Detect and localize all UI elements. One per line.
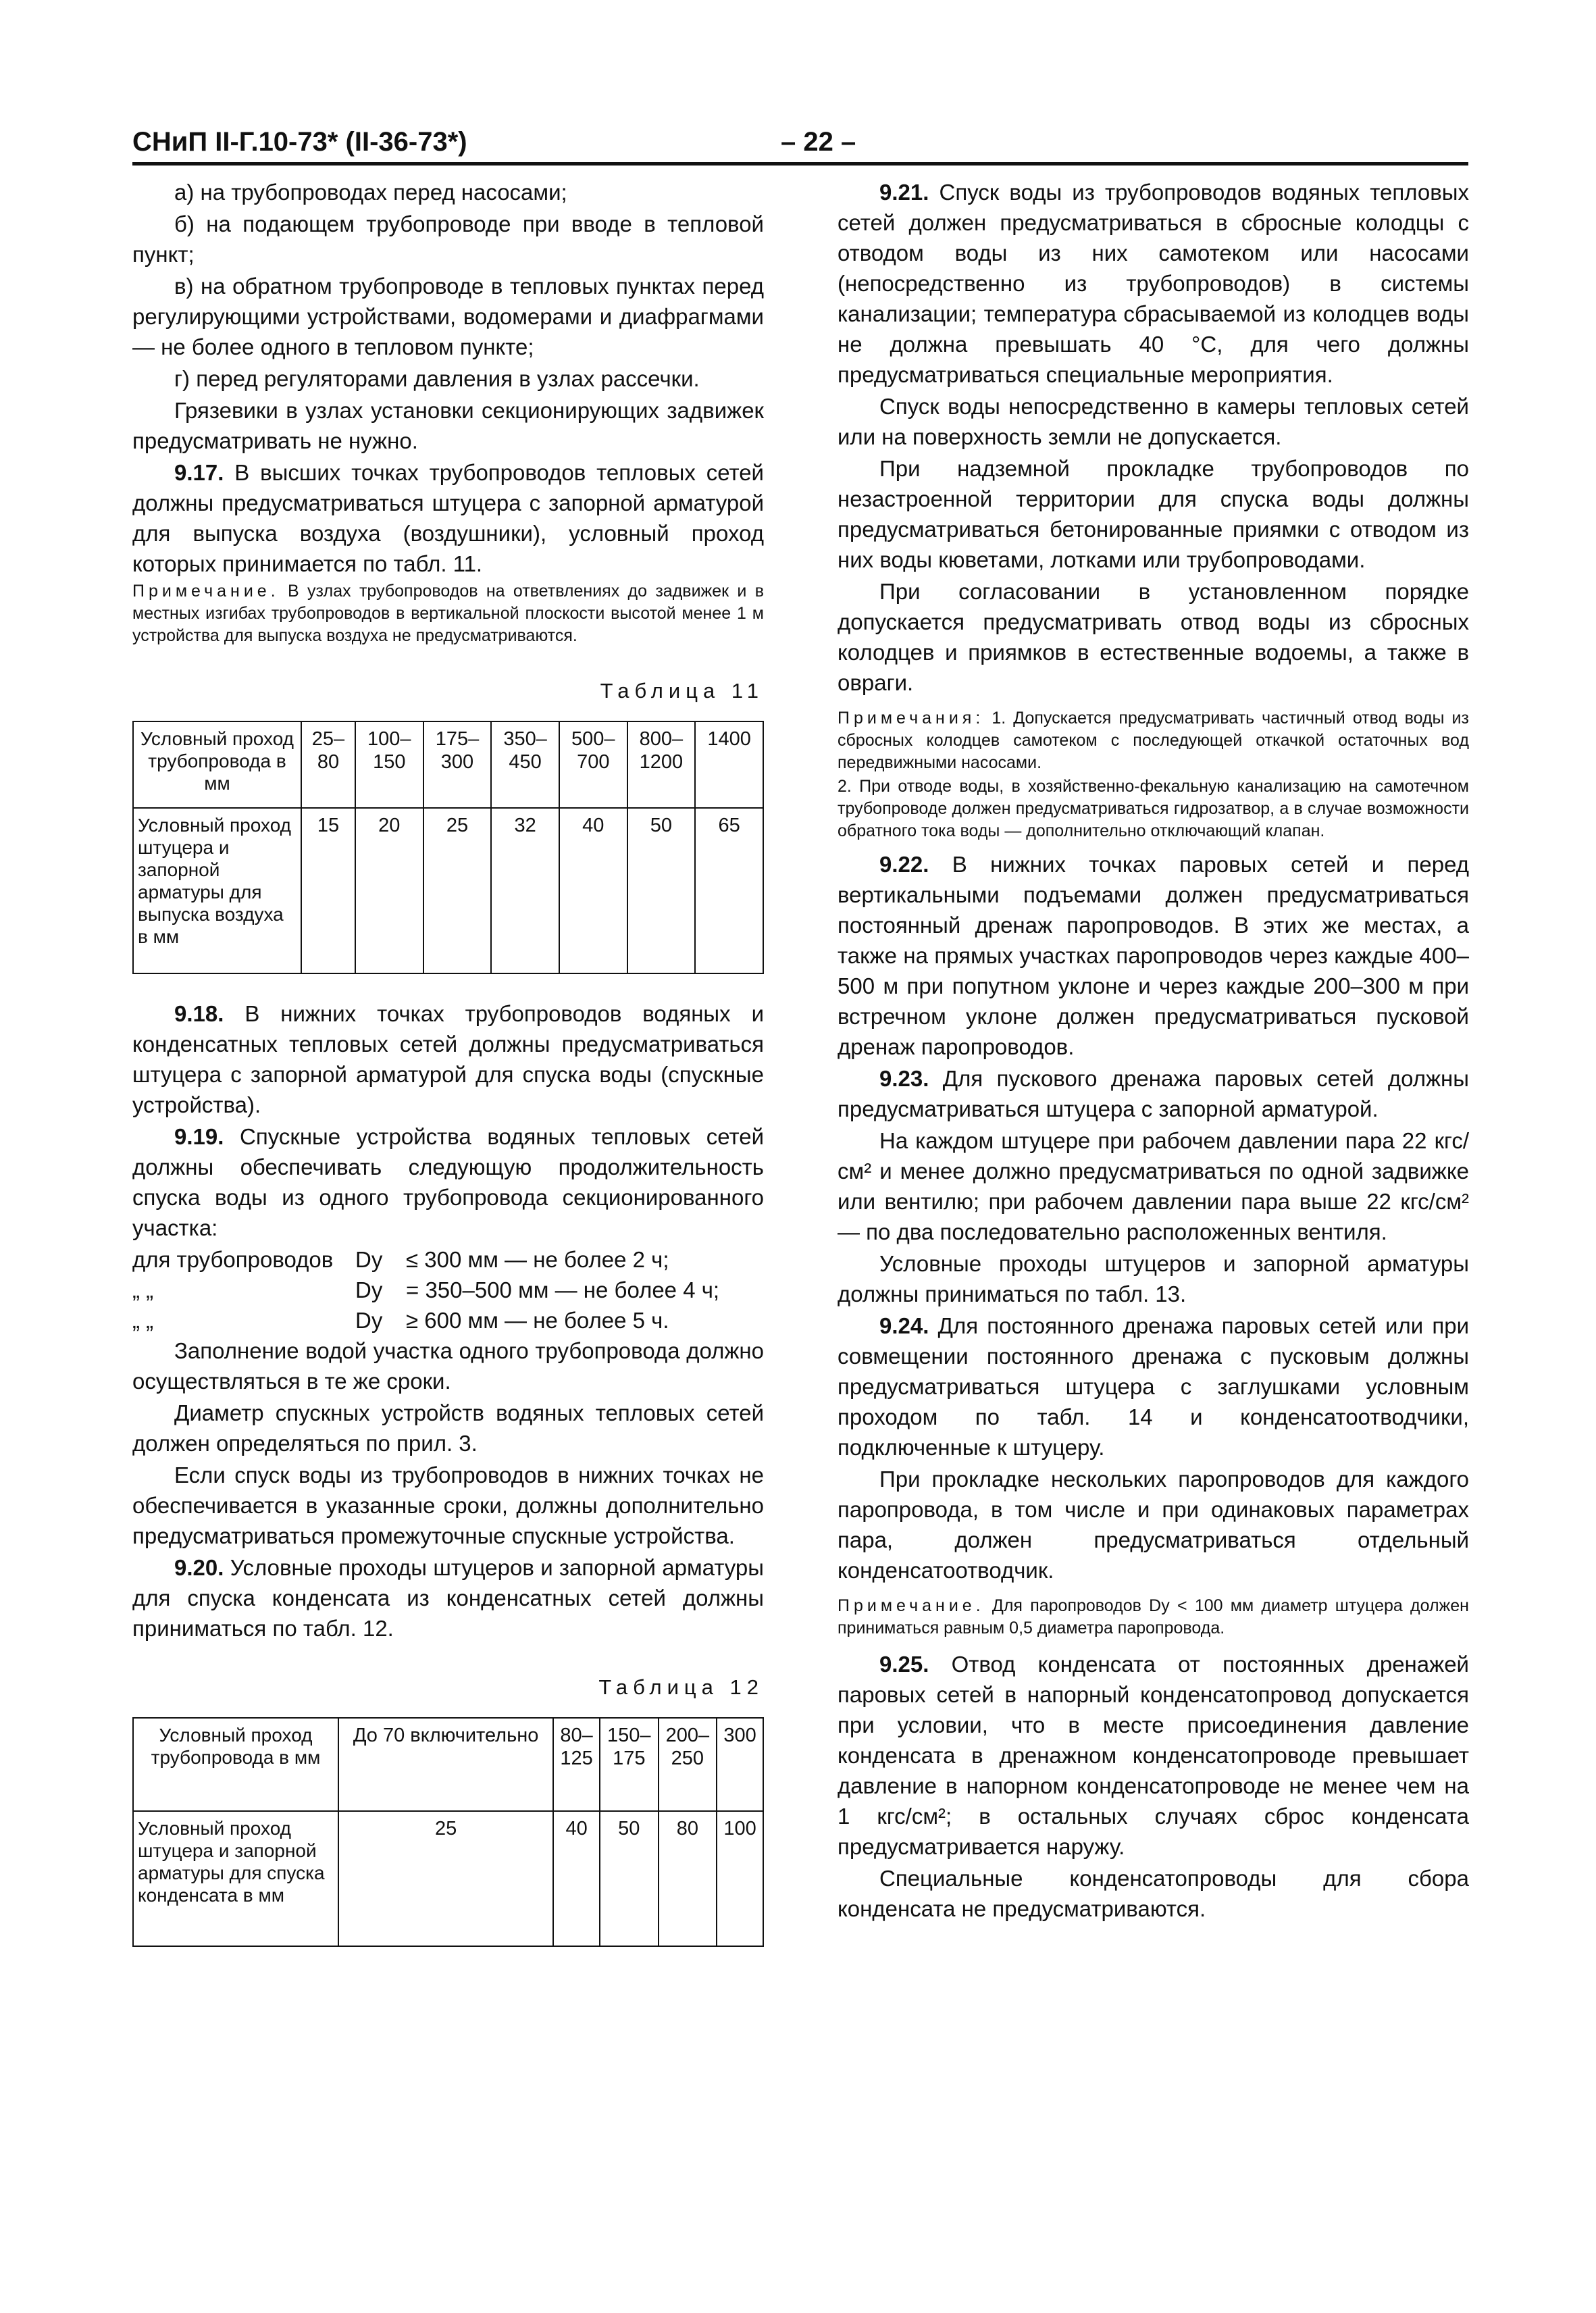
table-11 xyxy=(132,721,764,974)
table-cell: 1400 xyxy=(695,721,763,808)
table-cell: 350– 450 xyxy=(491,721,559,808)
section-number: 9.24. xyxy=(879,1313,929,1338)
right-column xyxy=(838,177,1469,1925)
section-text: В нижних точках паровых сетей и перед вертикальными подъемами должен предусматриваться постоянный дренаж паропроводов. В этих же местах, а также на прямых участках паропроводов через каждые 400–500 м при попутном уклоне и через каждые 200–300 м при встречном уклоне должен предусматриваться пусковой дренаж паропроводов. xyxy=(838,852,1469,1059)
section-9-17 xyxy=(132,457,764,579)
table-cell: 80 xyxy=(659,1811,717,1946)
table-cell: 800– 1200 xyxy=(627,721,696,808)
page-number: – 22 – xyxy=(781,127,856,157)
table-cell: 40 xyxy=(559,808,627,973)
paragraph: Специальные конденсатопроводы для сбора конденсата не предусматриваются. xyxy=(838,1866,1469,1921)
section-number: 9.25. xyxy=(879,1652,929,1677)
section-number: 9.20. xyxy=(174,1555,224,1580)
document-code: СНиП II-Г.10-73* (II-36-73*) xyxy=(132,127,467,157)
paragraph: Заполнение водой участка одного трубопровода должно осуществляться в те же сроки. xyxy=(132,1338,764,1394)
paragraph: При надземной прокладке трубопроводов по незастроенной территории для спуска воды должны предусматриваться бетонированные приямки с отводом из них воды кюветами, лотками или трубопроводами. xyxy=(838,456,1469,572)
section-9-22 xyxy=(838,849,1469,1062)
section-text: Условные проходы штуцеров и запорной арматуры для спуска конденсата из конденсатных сетей должны приниматься по табл. 12. xyxy=(132,1555,765,1641)
duration-label: для трубопроводов xyxy=(132,1247,334,1272)
table-cell: 15 xyxy=(301,808,355,973)
section-9-19 xyxy=(132,1121,764,1243)
section-9-20 xyxy=(132,1552,764,1644)
table-cell: 500– 700 xyxy=(559,721,627,808)
section-text: Для пускового дренажа паровых сетей должны предусматриваться штуцера с запорной арматурой. xyxy=(838,1066,1470,1121)
section-text: В нижних точках трубопроводов водяных и конденсатных тепловых сетей должны предусматриваться штуцера с запорной арматурой для спуска воды (спускные устройства). xyxy=(132,1001,764,1117)
table-cell: 40 xyxy=(553,1811,600,1946)
section-9-23 xyxy=(838,1063,1469,1124)
note-lead: Примечание. xyxy=(838,1596,985,1615)
section-number: 9.23. xyxy=(879,1066,929,1091)
table-cell: 300 xyxy=(717,1718,763,1811)
paragraph: Спуск воды непосредственно в камеры тепловых сетей или на поверхность земли не допускается. xyxy=(838,394,1469,449)
table-row xyxy=(133,808,763,973)
paragraph: Если спуск воды из трубопроводов в нижних точках не обеспечивается в указанные сроки, должны дополнительно предусматриваться промежуточные спускные устройства. xyxy=(132,1463,764,1548)
table-caption: Таблица 11 xyxy=(600,679,764,703)
table-cell: 25– 80 xyxy=(301,721,355,808)
table-caption: Таблица 12 xyxy=(598,1675,764,1699)
note xyxy=(838,1595,1469,1640)
table-cell: 25 xyxy=(423,808,492,973)
table-12 xyxy=(132,1717,764,1947)
duration-symbol: Dу xyxy=(355,1308,383,1333)
page-header xyxy=(132,127,1468,166)
note-lead: Примечания: xyxy=(838,709,985,728)
section-text: Спуск воды из трубопроводов водяных тепловых сетей должен предусматриваться в сбросные колодцы с отводом воды из них самотеком или насосами (непосредственно из трубопроводов) в системы канализации; температура сбрасываемой из колодцев воды не должна превышать 40 °С, для чего должны предусматриваться специальные мероприятия. xyxy=(838,180,1469,387)
note-text: 1. Допускается предусматривать частичный отвод воды из сбросных колодцев самотеком с последующей откачкой остаточных вод передвижными насосами. xyxy=(838,709,1469,772)
table-cell: До 70 включительно xyxy=(338,1718,553,1811)
table-cell: 50 xyxy=(600,1811,659,1946)
paragraph: При согласовании в установленном порядке допускается предусматривать отвод воды из сбросных колодцев и приямков в естественные водоемы, а также в овраги. xyxy=(838,579,1469,695)
section-9-24 xyxy=(838,1311,1469,1463)
table-row xyxy=(133,1718,763,1811)
duration-value: = 350–500 мм — не более 4 ч; xyxy=(406,1277,720,1302)
section-9-18 xyxy=(132,998,764,1120)
section-text: Спускные устройства водяных тепловых сетей должны обеспечивать следующую продолжительность спуска воды из одного трубопровода секционированного участка: xyxy=(132,1124,764,1240)
note-text: Для паропроводов Dу < 100 мм диаметр штуцера должен приниматься равным 0,5 диаметра паропровода. xyxy=(838,1596,1469,1637)
table-cell: 80– 125 xyxy=(553,1718,600,1811)
paragraph: Грязевики в узлах установки секционирующих задвижек предусматривать не нужно. xyxy=(132,398,764,453)
duration-value: ≥ 600 мм — не более 5 ч. xyxy=(406,1308,669,1333)
table-cell: 32 xyxy=(491,808,559,973)
section-number: 9.19. xyxy=(174,1124,224,1149)
section-number: 9.17. xyxy=(174,460,224,485)
section-text: Для постоянного дренажа паровых сетей или при совмещении постоянного дренажа с пусковым должны предусматриваться штуцера с заглушками условным проходом по табл. 14 и конденсатоотводчики, подключенные к штуцеру. xyxy=(838,1313,1469,1460)
row-header: Условный проход штуцера и запорной арматуры для выпуска воздуха в мм xyxy=(133,808,301,973)
list-item: в) на обратном трубопроводе в тепловых пунктах перед регулирующими устройствами, водомерами и диафрагмами — не более одного в тепловом пункте; xyxy=(132,274,764,359)
section-9-21 xyxy=(838,177,1469,390)
paragraph: Условные проходы штуцеров и запорной арматуры должны приниматься по табл. 13. xyxy=(838,1251,1469,1306)
section-text: В высших точках трубопроводов тепловых сетей должны предусматриваться штуцера с запорной арматурой для выпуска воздуха (воздушники), условный проход которых принимается по табл. 11. xyxy=(132,460,764,576)
duration-label: „ „ xyxy=(132,1277,154,1302)
table-cell: 50 xyxy=(627,808,696,973)
duration-row xyxy=(132,1275,764,1305)
list-item: г) перед регуляторами давления в узлах рассечки. xyxy=(174,366,700,391)
row-header: Условный проход трубопровода в мм xyxy=(133,721,301,808)
section-number: 9.18. xyxy=(174,1001,224,1026)
table-row xyxy=(133,721,763,808)
table-row xyxy=(133,1811,763,1946)
table-cell: 65 xyxy=(695,808,763,973)
note-lead: Примечание. xyxy=(132,582,280,601)
table-cell: 200– 250 xyxy=(659,1718,717,1811)
list-item: а) на трубопроводах перед насосами; xyxy=(174,180,567,205)
duration-symbol: Dу xyxy=(355,1277,383,1302)
duration-row xyxy=(132,1305,764,1336)
left-column xyxy=(132,177,764,1947)
note-text: 2. При отводе воды, в хозяйственно-фекальную канализацию на самотечном трубопроводе должен предусматриваться гидрозатвор, а в случае возможности обратного тока воды — дополнительно отключающий клапан. xyxy=(838,777,1469,840)
duration-symbol: Dу xyxy=(355,1247,383,1272)
note xyxy=(132,580,764,647)
paragraph: На каждом штуцере при рабочем давлении пара 22 кгс/см² и менее должно предусматриваться по одной задвижке или вентилю; при рабочем давлении пара выше 22 кгс/см² — по два последовательно расположенных вентиля. xyxy=(838,1128,1469,1244)
table-cell: 20 xyxy=(355,808,423,973)
list-item: б) на подающем трубопроводе при вводе в тепловой пункт; xyxy=(132,211,764,267)
section-9-25 xyxy=(838,1649,1469,1862)
table-cell: 175– 300 xyxy=(423,721,492,808)
row-header: Условный проход штуцера и запорной арматуры для спуска конденсата в мм xyxy=(133,1811,338,1946)
paragraph: Диаметр спускных устройств водяных тепловых сетей должен определяться по прил. 3. xyxy=(132,1400,764,1456)
section-text: Отвод конденсата от постоянных дренажей паровых сетей в напорный конденсатопровод допускается при условии, что в месте присоединения давление конденсата в дренажном конденсатопроводе превышает давление в напорном конденсатопроводе не менее чем на 1 кгс/см²; в остальных случаях сброс конденсата предусматривается наружу. xyxy=(838,1652,1469,1859)
section-number: 9.21. xyxy=(879,180,929,205)
table-cell: 25 xyxy=(338,1811,553,1946)
section-number: 9.22. xyxy=(879,852,929,877)
duration-row xyxy=(132,1244,764,1275)
note xyxy=(838,707,1469,774)
note-text: В узлах трубопроводов на ответвлениях до задвижек и в местных изгибах трубопроводов в вертикальной плоскости высотой менее 1 м устройства для выпуска воздуха не предусматриваются. xyxy=(132,582,764,645)
table-cell: 150– 175 xyxy=(600,1718,659,1811)
row-header: Условный проход трубопровода в мм xyxy=(133,1718,338,1811)
duration-value: ≤ 300 мм — не более 2 ч; xyxy=(406,1247,669,1272)
duration-label: „ „ xyxy=(132,1308,154,1333)
table-cell: 100– 150 xyxy=(355,721,423,808)
paragraph: При прокладке нескольких паропроводов для каждого паропровода, в том числе и при одинаковых параметрах пара, должен предусматриваться отдельный конденсатоотводчик. xyxy=(838,1467,1469,1583)
table-cell: 100 xyxy=(717,1811,763,1946)
